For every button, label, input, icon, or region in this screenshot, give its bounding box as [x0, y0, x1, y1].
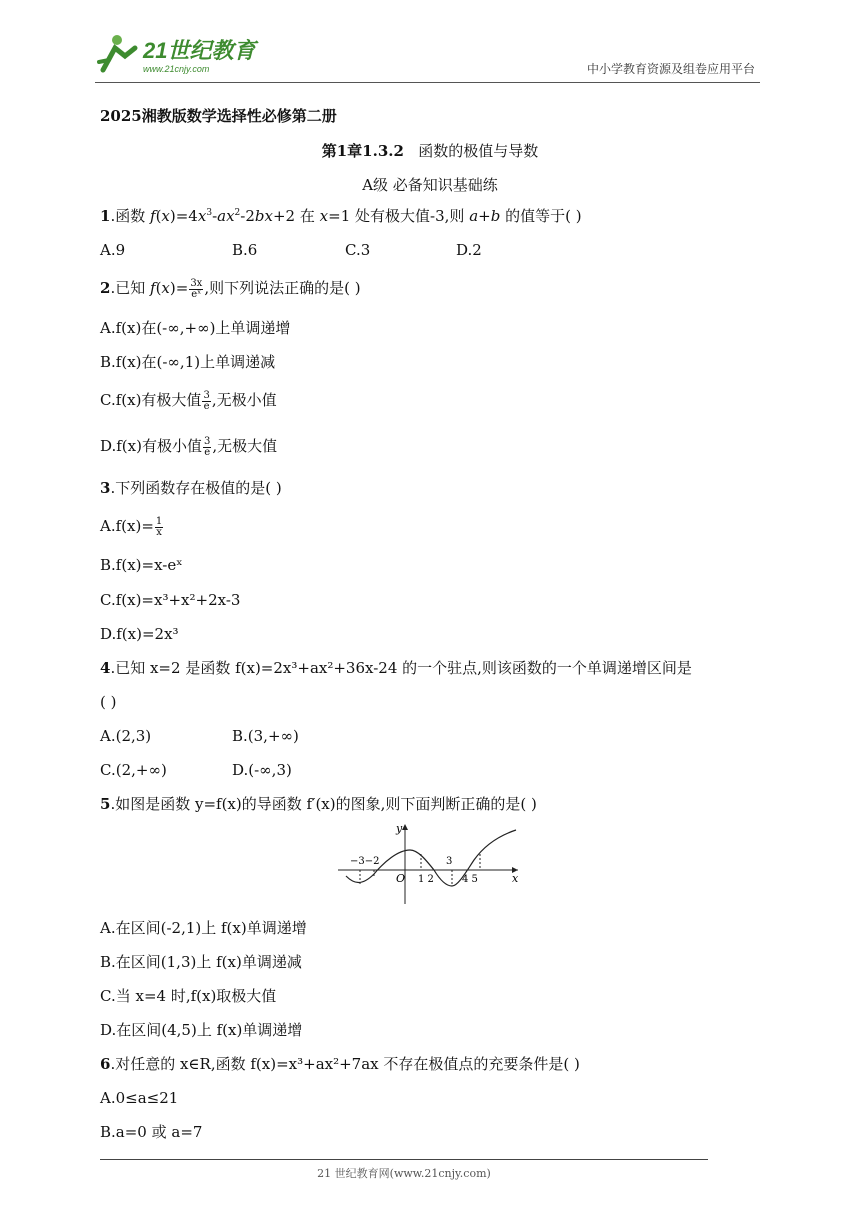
tick-12: 1 2 [418, 874, 434, 885]
question-number: 5 [100, 795, 111, 813]
question-1: 1.函数 $f(x)=4x^3-ax^2-2bx+2$ 在 x=1 处有极大值-3,则 a+b 的值等于( ) [100, 207, 582, 225]
fraction: $\frac{3}{e}$ [203, 435, 211, 458]
option-a: A.0≤a≤21 [100, 1089, 179, 1107]
question-text: 的值等于( ) [505, 207, 582, 225]
option-d: D.2 [456, 241, 482, 259]
question-text: .如图是函数 y=f(x)的导函数 f′(x)的图象,则下面判断正确的是( ) [110, 795, 537, 813]
question-number: 6 [100, 1055, 111, 1073]
option-c: C.f(x)有极大值 $\frac{3}{e}$ ,无极小值 [100, 389, 277, 412]
option-a: A.(2,3) [100, 727, 152, 745]
question-3 [100, 478, 282, 498]
option-c: C.(2,+∞) [100, 761, 167, 779]
question-6 [100, 1054, 580, 1074]
option-d: D.f(x)=2x³ [100, 625, 179, 643]
option-c: C.当 x=4 时,f(x)取极大值 [100, 987, 277, 1005]
option-b: B.在区间(1,3)上 f(x)单调递减 [100, 953, 302, 971]
option-a: A.9 [100, 241, 126, 259]
question-text: .已知 x=2 是函数 f(x)=2x³+ax²+36x-24 的一个驻点,则该函数的一个单调递增区间是 [110, 659, 692, 677]
site-tagline: 中小学教育资源及组卷应用平台 [586, 62, 755, 76]
fraction: $\frac{3}{e}$ [203, 389, 210, 412]
option-d: D.f(x)有极小值 $\frac{3}{e}$ ,无极大值 [100, 435, 278, 458]
logo-icon [95, 30, 265, 78]
derivative-graph [338, 820, 528, 906]
option-a: A.f(x)= $\frac{1}{x}$ [100, 515, 163, 538]
footer-divider [100, 1159, 708, 1160]
option-c: C.f(x)=x³+x²+2x-3 [100, 591, 241, 609]
option-b: B.f(x)在(-∞,1)上单调递减 [100, 353, 276, 371]
question-number: 4 [100, 659, 111, 677]
level-heading: A级 必备知识基础练 [362, 176, 498, 194]
option-b: B.6 [232, 241, 258, 259]
question-5 [100, 794, 537, 814]
book-title: 2025湘教版数学选择性必修第二册 [100, 107, 337, 125]
question-text: ,则下列说法正确的是( ) [204, 279, 361, 297]
tick-45: 4 5 [462, 874, 478, 885]
question-number: 2 [100, 279, 111, 297]
option-d: D.(-∞,3) [232, 761, 292, 779]
question-text: .函数 [110, 207, 146, 225]
question-text: .已知 [110, 279, 146, 297]
chapter-title: 函数的极值与导数 [418, 142, 539, 160]
question-number: 1 [100, 207, 111, 225]
logo-text: 21世纪教育 [143, 38, 256, 63]
option-d: D.在区间(4,5)上 f(x)单调递增 [100, 1021, 303, 1039]
page-footer: 21 世纪教育网(www.21cnjy.com) [317, 1167, 491, 1180]
question-text: 在 [299, 207, 315, 225]
page-header [95, 30, 760, 83]
option-a: A.f(x)在(-∞,+∞)上单调递增 [100, 319, 291, 337]
option-b: B.(3,+∞) [232, 727, 299, 745]
question-text: .下列函数存在极值的是( ) [110, 479, 282, 497]
option-c: C.3 [345, 241, 371, 259]
tick-neg: −3−2 [350, 856, 380, 867]
fraction: $\frac{1}{x}$ [155, 515, 163, 538]
chapter-number: 第1章1.3.2 [321, 142, 404, 160]
tick-3: 3 [446, 856, 453, 867]
option-b: B.a=0 或 a=7 [100, 1123, 203, 1141]
logo-url: www.21cnjy.com [143, 64, 210, 74]
question-2: 2.已知 f(x)= $\frac{3x}{\text{eˣ}}$ ,则下列说法正确的是( ) [100, 277, 361, 300]
question-text: .对任意的 x∈R,函数 f(x)=x³+ax²+7ax 不存在极值点的充要条件是( ) [110, 1055, 580, 1073]
y-axis-arrow [402, 824, 408, 830]
y-label: y [396, 822, 403, 835]
origin-label: O [396, 872, 406, 885]
option-b: B.f(x)=x-eˣ [100, 556, 183, 574]
option-a: A.在区间(-2,1)上 f(x)单调递增 [100, 919, 307, 937]
question-4 [100, 658, 692, 678]
question-text: 处有极大值-3,则 [355, 207, 465, 225]
fraction: $\frac{3x}{\text{eˣ}}$ [190, 277, 203, 300]
x-label: x [512, 872, 519, 885]
chapter-heading [100, 140, 760, 161]
question-number: 3 [100, 479, 111, 497]
question-4-bracket: ( ) [100, 693, 117, 711]
